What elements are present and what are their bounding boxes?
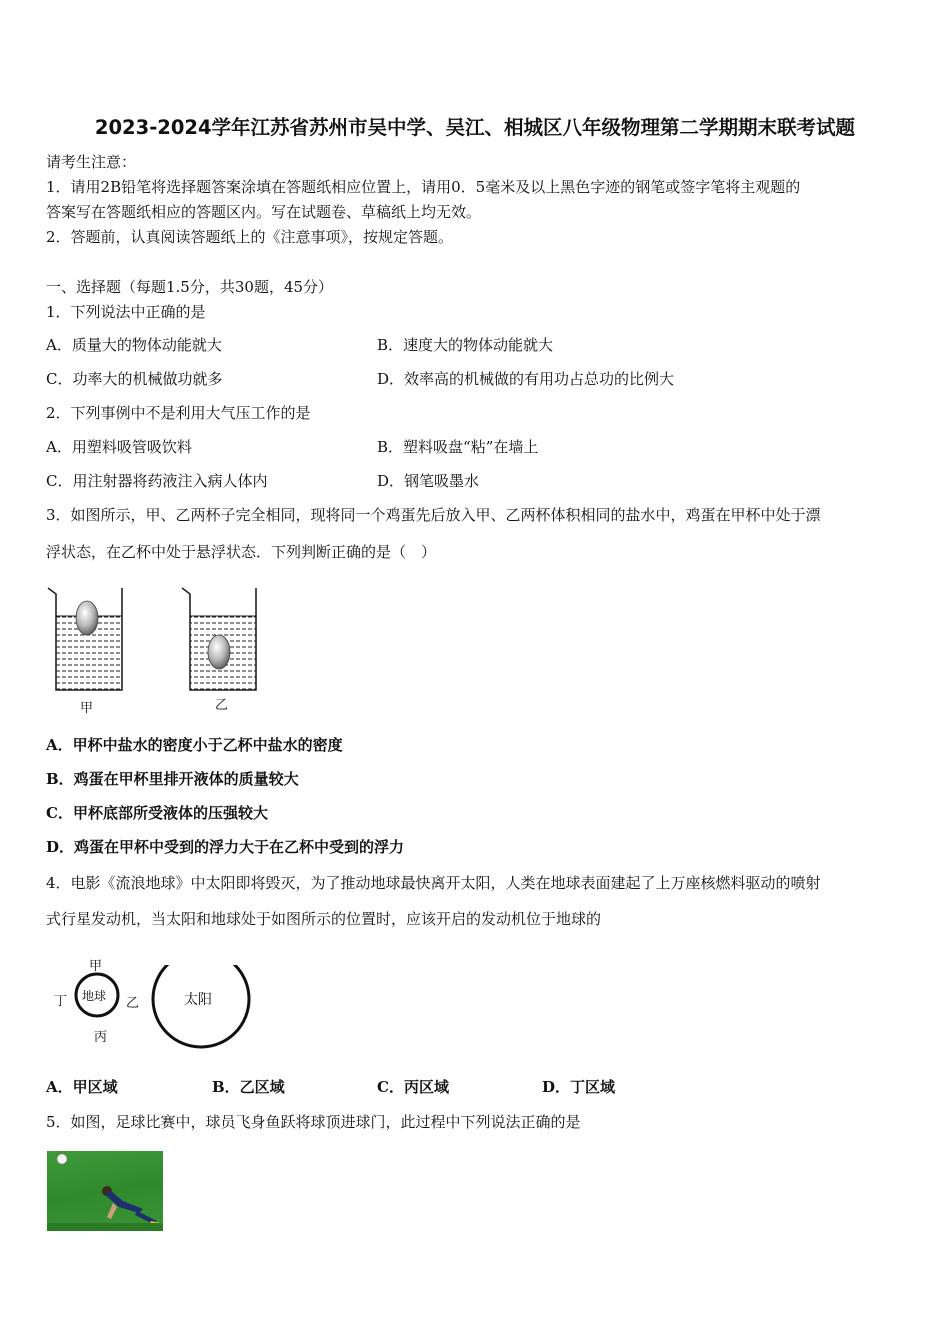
q3-option-d: D．鸡蛋在甲杯中受到的浮力大于在乙杯中受到的浮力 — [46, 838, 405, 856]
exam-title: 2023-2024学年江苏省苏州市吴中学、吴江、相城区八年级物理第二学期期末联考试题 — [94, 116, 856, 139]
q2-option-a: A．用塑料吸管吸饮料 — [46, 438, 192, 456]
earth-label: 地球 — [82, 989, 107, 1003]
q4-option-d: D．丁区域 — [542, 1078, 616, 1096]
q1-option-b: B．速度大的物体动能就大 — [377, 336, 554, 354]
egg-suspended — [208, 635, 230, 669]
region-south-label: 丙 — [94, 1030, 108, 1045]
q4-option-b: B．乙区域 — [212, 1078, 285, 1096]
region-west-label: 丁 — [54, 994, 68, 1009]
beaker-left-label: 甲 — [80, 701, 94, 716]
notice-line-1: 1．请用2B铅笔将选择题答案涂填在答题纸相应位置上，请用0．5毫米及以上黑色字迹的钢笔或签字笔将主观题的 — [46, 178, 801, 196]
q3-stem-line-2: 浮状态，在乙杯中处于悬浮状态．下列判断正确的是（ ） — [46, 543, 437, 561]
notice-heading: 请考生注意： — [46, 153, 137, 171]
diving-player-image — [47, 1151, 163, 1231]
q2-option-d: D．钢笔吸墨水 — [377, 472, 480, 490]
q1-option-a: A．质量大的物体动能就大 — [46, 336, 222, 354]
q1-option-c: C．功率大的机械做功就多 — [46, 370, 223, 388]
q2-option-b: B．塑料吸盘“粘”在墙上 — [377, 438, 539, 456]
q3-stem-line-1: 3．如图所示，甲、乙两杯子完全相同，现将同一个鸡蛋先后放入甲、乙两杯体积相同的盐水中，鸡蛋在甲杯中处于漂 — [46, 506, 821, 524]
region-north-label: 甲 — [89, 959, 103, 974]
q1-stem: 1．下列说法中正确的是 — [46, 303, 206, 321]
q4-stem-line-2: 式行星发动机，当太阳和地球处于如图所示的位置时，应该开启的发动机位于地球的 — [46, 910, 602, 928]
section-heading: 一、选择题（每题1.5分，共30题，45分） — [46, 278, 334, 296]
q4-stem-line-1: 4．电影《流浪地球》中太阳即将毁灭，为了推动地球最快离开太阳，人类在地球表面建起了上万座核燃料驱动的喷射 — [46, 874, 821, 892]
beakers-figure — [44, 584, 264, 716]
q4-option-a: A．甲区域 — [46, 1078, 118, 1096]
notice-line-3: 2．答题前，认真阅读答题纸上的《注意事项》，按规定答题。 — [46, 228, 454, 246]
q1-option-d: D．效率高的机械做的有用功占总功的比例大 — [377, 370, 675, 388]
q4-option-c: C．丙区域 — [377, 1078, 449, 1096]
q2-option-c: C．用注射器将药液注入病人体内 — [46, 472, 268, 490]
football-photo — [47, 1151, 163, 1231]
q2-stem: 2．下列事例中不是利用大气压工作的是 — [46, 404, 311, 422]
beaker-left — [48, 588, 122, 690]
q3-option-a: A．甲杯中盐水的密度小于乙杯中盐水的密度 — [46, 736, 343, 754]
region-east-label: 乙 — [126, 996, 140, 1011]
sun-label: 太阳 — [184, 992, 212, 1008]
beaker-right — [182, 588, 256, 690]
q3-option-c: C．甲杯底部所受液体的压强较大 — [46, 804, 268, 822]
egg-floating — [76, 601, 98, 635]
q3-option-b: B．鸡蛋在甲杯里排开液体的质量较大 — [46, 770, 299, 788]
q5-stem: 5．如图，足球比赛中，球员飞身鱼跃将球顶进球门，此过程中下列说法正确的是 — [46, 1113, 581, 1131]
notice-line-2: 答案写在答题纸相应的答题区内。写在试题卷、草稿纸上均无效。 — [46, 203, 482, 221]
beaker-right-label: 乙 — [215, 698, 229, 713]
